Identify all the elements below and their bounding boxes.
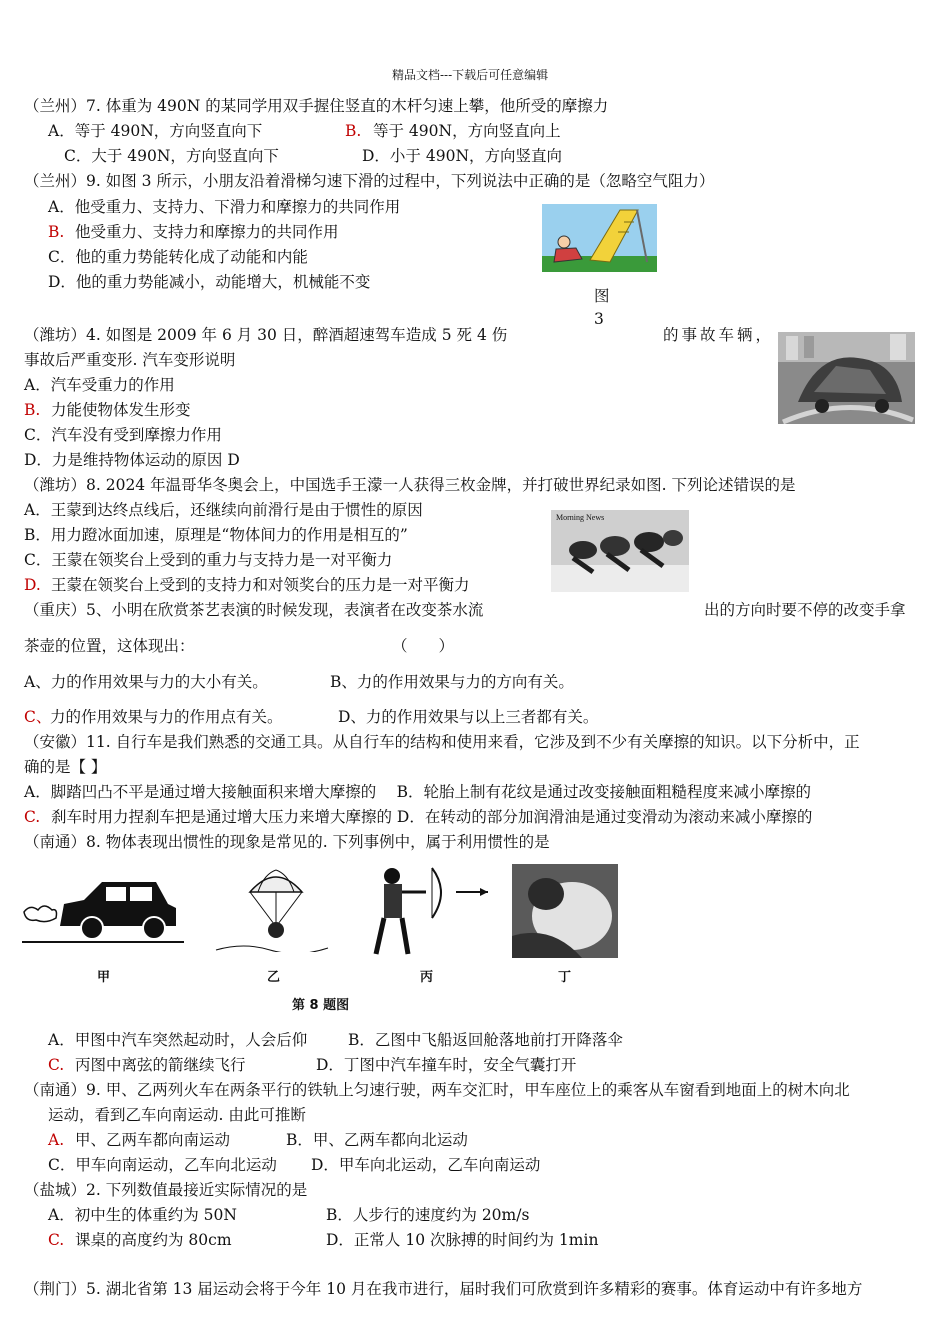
question-stem: （安徽）11. 自行车是我们熟悉的交通工具。从自行车的结构和使用来看，它涉及到不少有关摩擦的知识。以下分析中，正 (24, 733, 860, 751)
question-stem: （兰州）7. 体重为 490N 的某同学用双手握住竖直的木杆匀速上攀，他所受的摩擦力 (24, 97, 609, 115)
option-a: A．甲图中汽车突然起动时，人会后仰 (48, 1031, 308, 1049)
option-b: B．乙图中飞船返回舱落地前打开降落伞 (348, 1031, 623, 1049)
wrecked-car-photo (778, 332, 915, 424)
answer-marker: B. (48, 223, 65, 241)
car-start-illustration (20, 868, 184, 944)
option-d: D．甲车向北运动，乙车向南运动 (311, 1156, 541, 1174)
question-stem: 出的方向时要不停的改变手拿 (704, 601, 906, 619)
figure-label-bing: 丙 (420, 970, 434, 985)
option-c: 力的作用效果与力的作用点有关。 (50, 708, 283, 726)
option-b: B．甲、乙两车都向北运动 (286, 1131, 468, 1149)
answer-marker: C. (48, 1231, 65, 1249)
question-stem: （潍坊）4. 如图是 2009 年 6 月 30 日，醉酒超速驾车造成 5 死 4 伤 (24, 326, 508, 344)
answer-marker: C. (48, 1056, 65, 1074)
option-d: D．正常人 10 次脉搏的时间约为 1min (326, 1231, 599, 1249)
page-header: 精品文档---下载后可任意编辑 (392, 68, 549, 82)
option-d: D．他的重力势能减小，动能增大，机械能不变 (48, 273, 371, 291)
answer-blank: （ ） (392, 637, 455, 655)
question-stem: 茶壶的位置，这体现出： (24, 637, 195, 655)
option-a: A．王蒙到达终点线后，还继续向前滑行是由于惯性的原因 (24, 501, 423, 519)
question-stem: （兰州）9. 如图 3 所示，小朋友沿着滑梯匀速下滑的过程中，下列说法中正确的是（忽略空气阻力） (24, 172, 715, 190)
option-c: 丙图中离弦的箭继续飞行 (75, 1056, 246, 1074)
question-stem: 的事故车辆， (663, 326, 775, 344)
options-cd: 刹车时用力捏刹车把是通过增大压力来增大摩擦的 D．在转动的部分加润滑油是通过变滑动为滚动来减小摩擦的 (51, 808, 813, 826)
question-stem: （南通）9. 甲、乙两列火车在两条平行的铁轨上匀速行驶，两车交汇时，甲车座位上的乘客从车窗看到地面上的树木向北 (24, 1081, 850, 1099)
option-a: A．等于 490N，方向竖直向下 (48, 122, 263, 140)
option-b: 等于 490N，方向竖直向上 (373, 122, 561, 140)
figure-label-ding: 丁 (558, 970, 572, 985)
answer-marker: C. (24, 808, 41, 826)
option-c: C．汽车没有受到摩擦力作用 (24, 426, 222, 444)
option-b: B．用力蹬冰面加速，原理是“物体间力的作用是相互的” (24, 526, 408, 544)
slide-illustration (542, 204, 657, 272)
figure-label-jia: 甲 (97, 970, 111, 985)
option-a: 甲、乙两车都向南运动 (75, 1131, 231, 1149)
answer-marker: B. (345, 122, 362, 140)
archer-illustration (362, 862, 492, 958)
question-stem: 确的是【 】 (24, 758, 107, 776)
figure-title: 第 8 题图 (292, 998, 350, 1013)
question-stem: （盐城）2. 下列数值最接近实际情况的是 (24, 1181, 308, 1199)
question-stem: （荆门）5. 湖北省第 13 届运动会将于今年 10 月在我市进行，届时我们可欣赏到许多精彩的赛事。体育运动中有许多地方 (24, 1280, 863, 1298)
question-stem: 运动，看到乙车向南运动. 由此可推断 (48, 1106, 306, 1124)
option-d: D．丁图中汽车撞车时，安全气囊打开 (316, 1056, 577, 1074)
photo-caption: Morning News (556, 513, 605, 522)
option-c: 课桌的高度约为 80cm (75, 1231, 232, 1249)
option-d: 王蒙在领奖台上受到的支持力和对领奖台的压力是一对平衡力 (51, 576, 470, 594)
option-c: C．王蒙在领奖台上受到的重力与支持力是一对平衡力 (24, 551, 393, 569)
question-stem: 事故后严重变形. 汽车变形说明 (24, 351, 236, 369)
answer-marker: A. (48, 1131, 65, 1149)
airbag-photo (512, 864, 618, 958)
options-ab: A．脚踏凹凸不平是通过增大接触面积来增大摩擦的 B．轮胎上制有花纹是通过改变接触面粗糙程度来减小摩擦的 (24, 783, 812, 801)
question-stem: （南通）8. 物体表现出惯性的现象是常见的. 下列事例中，属于利用惯性的是 (24, 833, 550, 851)
answer-marker: B. (24, 401, 41, 419)
option-d: D．小于 490N，方向竖直向 (362, 147, 563, 165)
figure-label: 3 (594, 310, 604, 328)
figure-label: 图 (594, 287, 610, 305)
option-b: B．人步行的速度约为 20m/s (326, 1206, 530, 1224)
option-b: B、力的作用效果与力的方向有关。 (330, 673, 574, 691)
option-d: D．力是维持物体运动的原因 D (24, 451, 240, 469)
option-c: C．甲车向南运动，乙车向北运动 (48, 1156, 277, 1174)
option-a: A．初中生的体重约为 50N (48, 1206, 237, 1224)
option-d: D、力的作用效果与以上三者都有关。 (338, 708, 599, 726)
figure-label-yi: 乙 (267, 970, 281, 985)
option-b: 他受重力、支持力和摩擦力的共同作用 (75, 223, 339, 241)
question-stem: （重庆）5、小明在欣赏茶艺表演的时候发现，表演者在改变茶水流 (24, 601, 484, 619)
speed-skating-photo (551, 510, 689, 592)
question-stem: （潍坊）8. 2024 年温哥华冬奥会上，中国选手王濛一人获得三枚金牌，并打破世界纪录如图. 下列论述错误的是 (24, 476, 796, 494)
option-a: A．他受重力、支持力、下滑力和摩擦力的共同作用 (48, 198, 401, 216)
option-a: A．汽车受重力的作用 (24, 376, 175, 394)
option-b: 力能使物体发生形变 (51, 401, 191, 419)
option-c: C．大于 490N，方向竖直向下 (64, 147, 279, 165)
answer-marker: C、 (24, 708, 52, 726)
option-c: C．他的重力势能转化成了动能和内能 (48, 248, 308, 266)
answer-marker: D. (24, 576, 41, 594)
option-a: A、力的作用效果与力的大小有关。 (24, 673, 268, 691)
parachute-capsule-illustration (214, 866, 330, 952)
